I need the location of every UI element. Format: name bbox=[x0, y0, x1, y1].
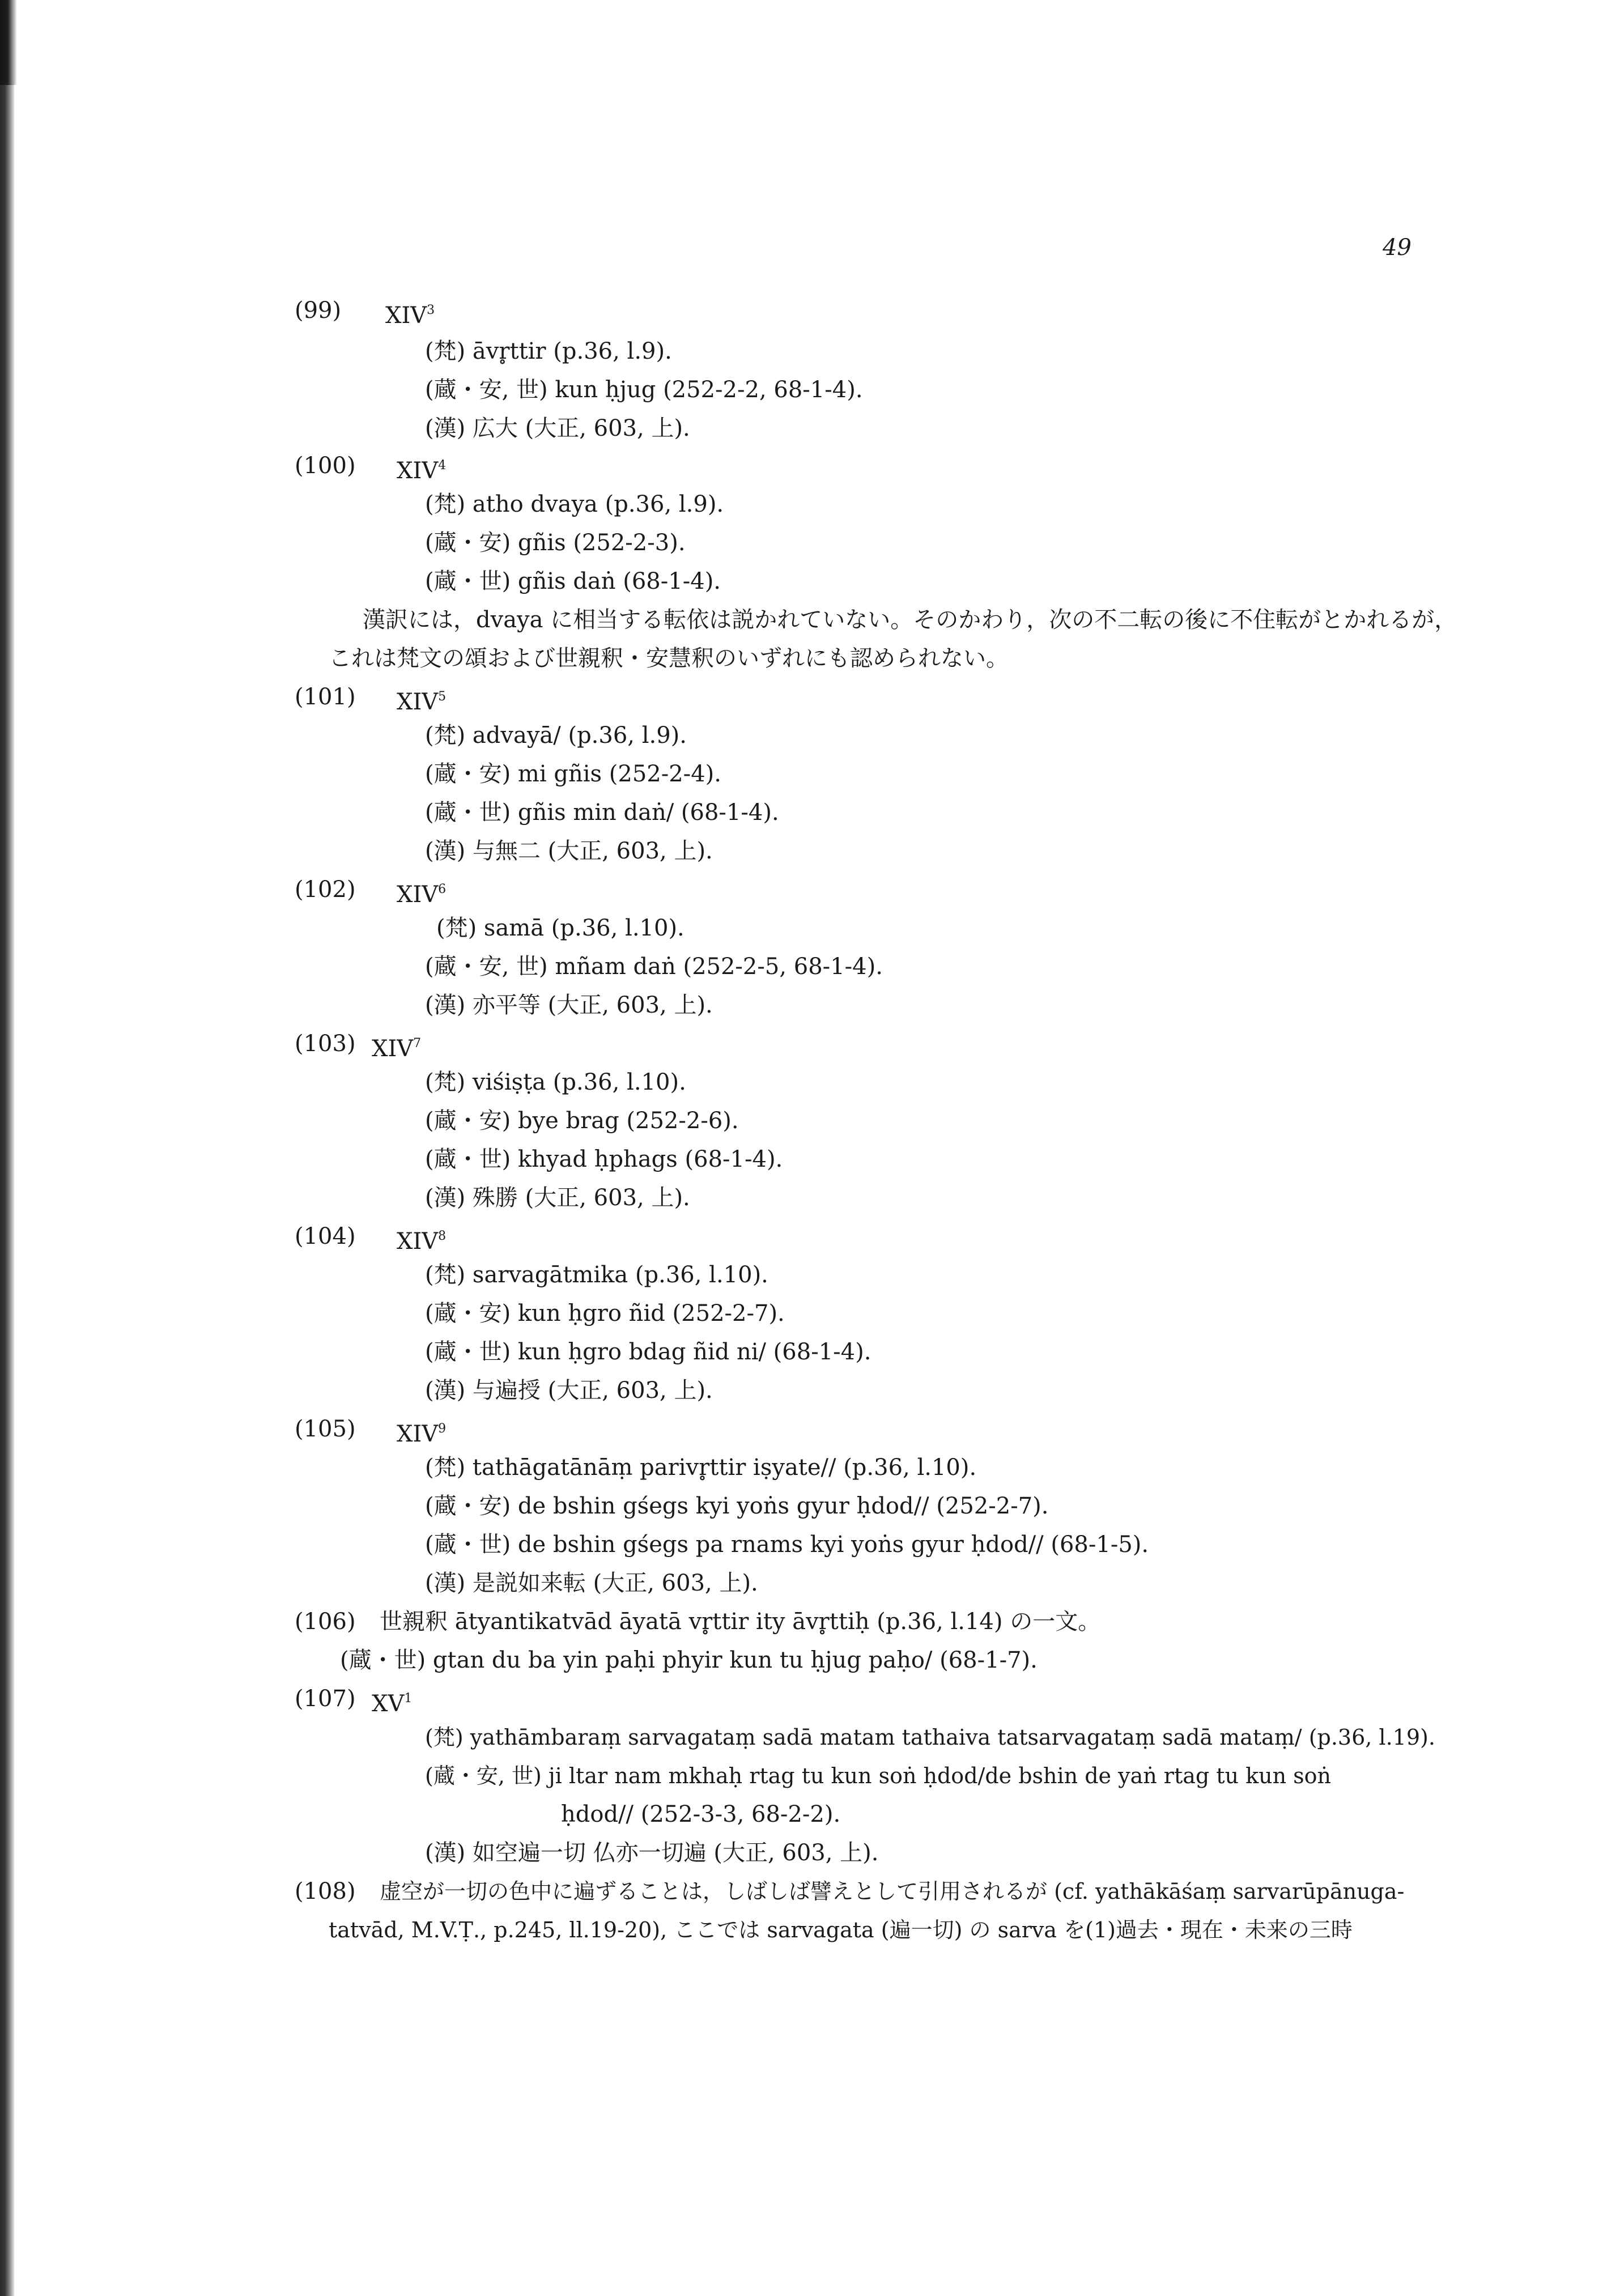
heading-superscript: 5 bbox=[438, 690, 447, 704]
entry-number: (106) bbox=[295, 1609, 356, 1635]
entry-number: (105) bbox=[295, 1416, 356, 1442]
entry-heading bbox=[397, 451, 446, 486]
entry-text: 世親釈 ātyantikatvād āyatā vr̥ttir ity āvr̥ttiḥ (p.36, l.14) の一文。 bbox=[380, 1609, 1101, 1635]
entry-text: 虚空が一切の色中に遍ずることは，しばしば譬えとして引用されるが (cf. yathākāśaṃ sarvarūpānuga- bbox=[380, 1879, 1405, 1904]
text-line: (梵) āvr̥ttir (p.36, l.9). bbox=[425, 338, 672, 364]
text-line: (梵) yathāmbaraṃ sarvagataṃ sadā matam tathaiva tatsarvagataṃ sadā mataṃ/ (p.36, l.19). bbox=[425, 1725, 1435, 1750]
heading-text: XIV bbox=[397, 1421, 439, 1447]
text-line: これは梵文の頌および世親釈・安慧釈のいずれにも認められない。 bbox=[329, 645, 1009, 671]
text-line: (蔵・安) mi gñis (252-2-4). bbox=[425, 761, 721, 787]
heading-text: XIV bbox=[372, 1036, 414, 1062]
text-line: (蔵・安, 世) mñam daṅ (252-2-5, 68-1-4). bbox=[425, 954, 883, 980]
heading-superscript: 1 bbox=[404, 1691, 413, 1706]
text-line: (蔵・世) de bshin gśegs pa rnams kyi yoṅs gyur ḥdod// (68-1-5). bbox=[425, 1532, 1149, 1558]
text-line: (蔵・世) khyad ḥphags (68-1-4). bbox=[425, 1146, 783, 1172]
text-line: (蔵・安) gñis (252-2-3). bbox=[425, 530, 686, 556]
entry-heading bbox=[385, 296, 435, 330]
entry-heading bbox=[372, 1684, 412, 1719]
text-line: (蔵・世) gtan du ba yin paḥi phyir kun tu ḥjug paḥo/ (68-1-7). bbox=[340, 1647, 1038, 1673]
text-line: tatvād, M.V.Ṭ., p.245, ll.19-20), ここでは sarvagata (遍一切) の sarva を(1)過去・現在・未来の三時 bbox=[329, 1917, 1353, 1942]
entry-number: (108) bbox=[295, 1878, 356, 1904]
entry-heading bbox=[372, 1029, 421, 1064]
entry-number: (99) bbox=[295, 297, 342, 324]
text-line: (蔵・安, 世) kun ḥjug (252-2-2, 68-1-4). bbox=[425, 377, 863, 403]
binding-shadow-top bbox=[0, 0, 17, 85]
text-line: (漢) 与遍授 (大正, 603, 上). bbox=[425, 1377, 713, 1404]
text-line: (漢) 是説如来転 (大正, 603, 上). bbox=[425, 1570, 758, 1596]
text-line: (蔵・安, 世) ji ltar nam mkhaḥ rtag tu kun soṅ ḥdod/de bshin de yaṅ rtag tu kun soṅ bbox=[425, 1763, 1332, 1788]
text-line: (漢) 与無二 (大正, 603, 上). bbox=[425, 838, 713, 864]
entry-number: (104) bbox=[295, 1223, 356, 1249]
heading-text: XIV bbox=[397, 689, 439, 715]
heading-superscript: 7 bbox=[413, 1036, 422, 1051]
heading-text: XIV bbox=[397, 882, 439, 908]
text-line: ḥdod// (252-3-3, 68-2-2). bbox=[561, 1801, 841, 1827]
text-line: (蔵・安) kun ḥgro ñid (252-2-7). bbox=[425, 1300, 785, 1326]
binding-shadow bbox=[0, 0, 15, 2296]
text-line: (蔵・世) gñis min daṅ/ (68-1-4). bbox=[425, 800, 779, 826]
text-line: (梵) samā (p.36, l.10). bbox=[436, 915, 685, 941]
text-line: (蔵・世) gñis daṅ (68-1-4). bbox=[425, 568, 721, 594]
entry-heading bbox=[397, 875, 446, 909]
heading-text: XIV bbox=[397, 1228, 439, 1255]
heading-text: XIV bbox=[385, 303, 427, 329]
entry-heading bbox=[397, 682, 446, 717]
entry-heading bbox=[397, 1414, 446, 1449]
entry-number: (107) bbox=[295, 1686, 356, 1712]
text-line: (漢) 如空遍一切 仏亦一切遍 (大正, 603, 上). bbox=[425, 1840, 879, 1866]
text-line: (漢) 殊勝 (大正, 603, 上). bbox=[425, 1185, 690, 1211]
heading-text: XV bbox=[372, 1691, 405, 1717]
heading-superscript: 8 bbox=[438, 1229, 447, 1243]
text-line: (梵) atho dvaya (p.36, l.9). bbox=[425, 491, 724, 517]
entry-number: (100) bbox=[295, 453, 356, 479]
heading-superscript: 9 bbox=[438, 1422, 447, 1436]
page-number: 49 bbox=[1383, 235, 1412, 261]
entry-number: (102) bbox=[295, 877, 356, 903]
heading-superscript: 4 bbox=[438, 458, 447, 473]
entry-number: (103) bbox=[295, 1031, 356, 1057]
text-line: (蔵・世) kun ḥgro bdag ñid ni/ (68-1-4). bbox=[425, 1339, 871, 1365]
heading-superscript: 6 bbox=[438, 882, 447, 896]
text-line: (蔵・安) bye brag (252-2-6). bbox=[425, 1108, 739, 1134]
entry-heading bbox=[397, 1222, 446, 1256]
text-line: (梵) tathāgatānāṃ parivr̥ttir iṣyate// (p.36, l.10). bbox=[425, 1455, 977, 1481]
text-line: (漢) 亦平等 (大正, 603, 上). bbox=[425, 992, 713, 1018]
text-line: 漢訳には，dvaya に相当する転依は説かれていない。そのかわり，次の不二転の後に不住転がとかれるが， bbox=[363, 607, 1457, 633]
entry-number: (101) bbox=[295, 684, 356, 710]
heading-text: XIV bbox=[397, 458, 439, 484]
text-line: (蔵・安) de bshin gśegs kyi yoṅs gyur ḥdod// (252-2-7). bbox=[425, 1493, 1049, 1519]
text-line: (梵) sarvagātmika (p.36, l.10). bbox=[425, 1262, 768, 1288]
text-line: (梵) viśiṣṭa (p.36, l.10). bbox=[425, 1069, 686, 1095]
text-line: (梵) advayā/ (p.36, l.9). bbox=[425, 722, 687, 749]
text-line: (漢) 広大 (大正, 603, 上). bbox=[425, 415, 690, 441]
heading-superscript: 3 bbox=[427, 303, 435, 317]
